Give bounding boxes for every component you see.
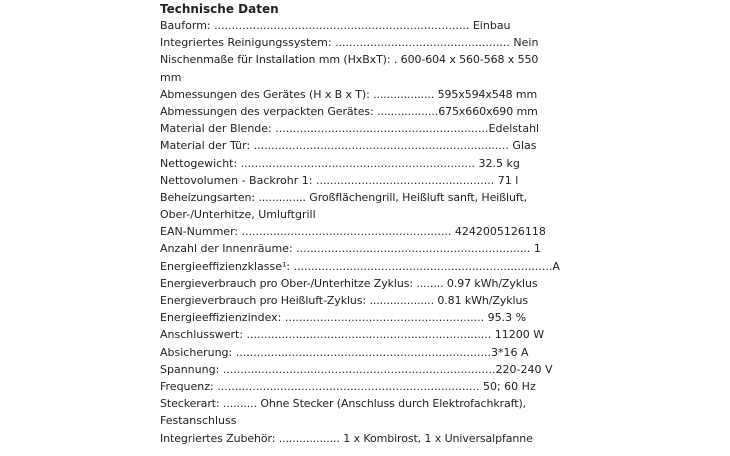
technical-data-section bbox=[160, 1, 580, 447]
spec-line-abmessungen-geraet: Abmessungen des Gerätes (H x B x T): .................. 595x594x548 mm bbox=[160, 87, 538, 101]
spec-line-beheizungsarten: Beheizungsarten: .............. Großflächengrill, Heißluft sanft, Heißluft, bbox=[160, 190, 528, 204]
spec-line-material-blende: Material der Blende: .............................................................Edelstahl bbox=[160, 122, 540, 136]
spec-line-frequenz: Frequenz: ........................................................................... 50; 60 Hz bbox=[160, 379, 536, 393]
spec-line-reinigungssystem: Integriertes Reinigungssystem: .................................................. Nein bbox=[160, 36, 539, 50]
spec-line-zubehoer: Integriertes Zubehör: .................. 1 x Kombirost, 1 x Universalpfanne bbox=[160, 431, 533, 445]
spec-line-spannung: Spannung: ..............................................................................220-240 V bbox=[160, 362, 553, 376]
spec-line-innenraeume: Anzahl der Innenräume: ................................................................... 1 bbox=[160, 242, 541, 256]
spec-line-absicherung: Absicherung: .........................................................................3*16 A bbox=[160, 345, 529, 359]
spec-line-ean: EAN-Nummer: ............................................................ 4242005126118 bbox=[160, 225, 546, 239]
spec-line-energieverbrauch-ober-unter: Energieverbrauch pro Ober-/Unterhitze Zyklus: ........ 0.97 kWh/Zyklus bbox=[160, 276, 538, 290]
spec-line-nettovolumen: Nettovolumen - Backrohr 1: ................................................... 71 l bbox=[160, 173, 519, 187]
spec-line-beheizungsarten-cont: Ober-/Unterhitze, Umluftgrill bbox=[160, 208, 316, 222]
spec-line-steckerart-cont: Festanschluss bbox=[160, 414, 237, 428]
spec-line-abmessungen-verpackt: Abmessungen des verpackten Gerätes: ..................675x660x690 mm bbox=[160, 104, 538, 118]
spec-line-nettogewicht: Nettogewicht: ................................................................... 32.5 kg bbox=[160, 156, 520, 170]
spec-line-energieeffizienzindex: Energieeffizienzindex: ......................................................... 95.3 % bbox=[160, 311, 527, 325]
spec-line-anschlusswert: Anschlusswert: ...................................................................... 11200 W bbox=[160, 328, 545, 342]
spec-line-steckerart: Steckerart: .......... Ohne Stecker (Anschluss durch Elektrofachkraft), bbox=[160, 397, 527, 411]
spec-line-energieverbrauch-heissluft: Energieverbrauch pro Heißluft-Zyklus: ................... 0.81 kWh/Zyklus bbox=[160, 294, 528, 307]
spec-line-bauform: Bauform: ......................................................................... Einbau bbox=[160, 19, 511, 32]
spec-line-nischenmasse-unit: mm bbox=[160, 70, 182, 84]
spec-line-material-tuer: Material der Tür: ......................................................................... Glas bbox=[160, 139, 537, 153]
spec-line-energieeffizienzklasse: Energieeffizienzklasse¹: ..........................................................................A bbox=[160, 259, 560, 273]
section-title: Technische Daten bbox=[160, 2, 279, 16]
spec-line-nischenmasse: Nischenmaße für Installation mm (HxBxT): . 600-604 x 560-568 x 550 bbox=[160, 53, 539, 67]
